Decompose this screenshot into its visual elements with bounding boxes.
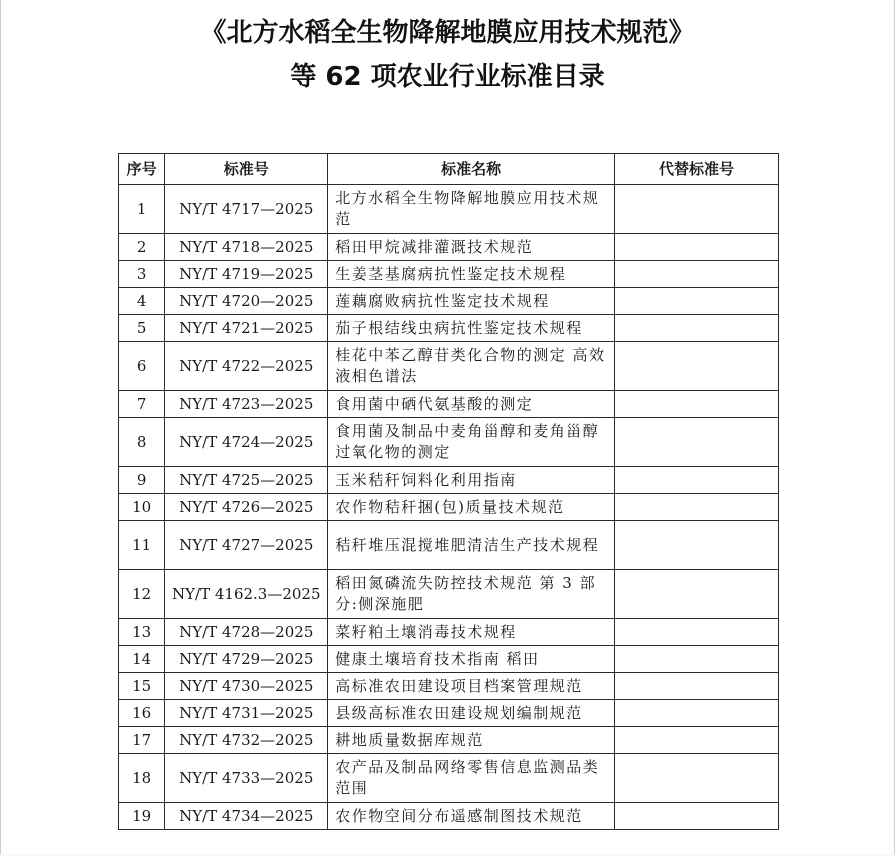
row-replaced-standard — [614, 342, 778, 391]
table-row — [119, 288, 779, 315]
row-serial-number: 15 — [119, 673, 165, 700]
table-row — [119, 727, 779, 754]
row-standard-code: NY/T 4733—2025 — [165, 754, 328, 803]
row-replaced-standard — [614, 288, 778, 315]
row-serial-number: 16 — [119, 700, 165, 727]
row-replaced-standard — [614, 727, 778, 754]
table-row — [119, 521, 779, 570]
row-standard-name: 桂花中苯乙醇苷类化合物的测定 高效液相色谱法 — [328, 342, 615, 391]
row-replaced-standard — [614, 234, 778, 261]
row-standard-code: NY/T 4727—2025 — [165, 521, 328, 570]
row-serial-number: 19 — [119, 803, 165, 830]
row-standard-name: 稻田甲烷减排灌溉技术规范 — [328, 234, 615, 261]
row-serial-number: 12 — [119, 570, 165, 619]
table-row — [119, 185, 779, 234]
row-replaced-standard — [614, 619, 778, 646]
row-serial-number: 8 — [119, 418, 165, 467]
row-standard-name: 健康土壤培育技术指南 稻田 — [328, 646, 615, 673]
row-standard-code: NY/T 4726—2025 — [165, 494, 328, 521]
row-serial-number: 4 — [119, 288, 165, 315]
row-serial-number: 7 — [119, 391, 165, 418]
row-standard-code: NY/T 4721—2025 — [165, 315, 328, 342]
row-standard-name: 秸秆堆压混搅堆肥清洁生产技术规程 — [328, 521, 615, 570]
row-standard-name: 食用菌及制品中麦角甾醇和麦角甾醇过氧化物的测定 — [328, 418, 615, 467]
row-replaced-standard — [614, 570, 778, 619]
row-standard-code: NY/T 4717—2025 — [165, 185, 328, 234]
table-row — [119, 646, 779, 673]
row-standard-code: NY/T 4734—2025 — [165, 803, 328, 830]
header-standard-code: 标准号 — [165, 154, 328, 185]
row-standard-code: NY/T 4731—2025 — [165, 700, 328, 727]
header-serial-number: 序号 — [119, 154, 165, 185]
row-standard-name: 县级高标准农田建设规划编制规范 — [328, 700, 615, 727]
row-replaced-standard — [614, 391, 778, 418]
row-replaced-standard — [614, 646, 778, 673]
row-standard-code: NY/T 4719—2025 — [165, 261, 328, 288]
table-row — [119, 391, 779, 418]
row-replaced-standard — [614, 673, 778, 700]
standards-table — [118, 153, 779, 830]
row-replaced-standard — [614, 494, 778, 521]
table-row — [119, 261, 779, 288]
row-standard-name: 莲藕腐败病抗性鉴定技术规程 — [328, 288, 615, 315]
row-serial-number: 18 — [119, 754, 165, 803]
row-standard-name: 生姜茎基腐病抗性鉴定技术规程 — [328, 261, 615, 288]
row-standard-code: NY/T 4729—2025 — [165, 646, 328, 673]
row-standard-name: 菜籽粕土壤消毒技术规程 — [328, 619, 615, 646]
header-standard-name: 标准名称 — [328, 154, 615, 185]
table-row — [119, 803, 779, 830]
row-standard-code: NY/T 4162.3—2025 — [165, 570, 328, 619]
row-serial-number: 17 — [119, 727, 165, 754]
row-serial-number: 6 — [119, 342, 165, 391]
table-row — [119, 619, 779, 646]
table-row — [119, 234, 779, 261]
row-standard-code: NY/T 4722—2025 — [165, 342, 328, 391]
row-replaced-standard — [614, 803, 778, 830]
row-standard-name: 北方水稻全生物降解地膜应用技术规范 — [328, 185, 615, 234]
row-standard-code: NY/T 4730—2025 — [165, 673, 328, 700]
row-standard-name: 食用菌中硒代氨基酸的测定 — [328, 391, 615, 418]
row-standard-code: NY/T 4720—2025 — [165, 288, 328, 315]
row-serial-number: 1 — [119, 185, 165, 234]
row-replaced-standard — [614, 521, 778, 570]
row-serial-number: 10 — [119, 494, 165, 521]
row-serial-number: 11 — [119, 521, 165, 570]
row-standard-name: 茄子根结线虫病抗性鉴定技术规程 — [328, 315, 615, 342]
row-standard-code: NY/T 4724—2025 — [165, 418, 328, 467]
row-serial-number: 9 — [119, 467, 165, 494]
row-standard-name: 农作物空间分布遥感制图技术规范 — [328, 803, 615, 830]
table-row — [119, 754, 779, 803]
table-row — [119, 494, 779, 521]
row-standard-name: 玉米秸秆饲料化利用指南 — [328, 467, 615, 494]
row-serial-number: 13 — [119, 619, 165, 646]
row-replaced-standard — [614, 185, 778, 234]
row-serial-number: 2 — [119, 234, 165, 261]
row-replaced-standard — [614, 261, 778, 288]
table-row — [119, 418, 779, 467]
row-replaced-standard — [614, 467, 778, 494]
row-replaced-standard — [614, 315, 778, 342]
row-replaced-standard — [614, 700, 778, 727]
row-replaced-standard — [614, 754, 778, 803]
table-row — [119, 700, 779, 727]
row-serial-number: 14 — [119, 646, 165, 673]
row-standard-code: NY/T 4718—2025 — [165, 234, 328, 261]
table-row — [119, 315, 779, 342]
row-standard-name: 农产品及制品网络零售信息监测品类范围 — [328, 754, 615, 803]
row-serial-number: 3 — [119, 261, 165, 288]
row-standard-name: 耕地质量数据库规范 — [328, 727, 615, 754]
table-header-row — [119, 154, 779, 185]
document-title-line-2: 等 62 项农业行业标准目录 — [290, 62, 605, 92]
table-row — [119, 342, 779, 391]
table-row — [119, 467, 779, 494]
document-title-line-1: 《北方水稻全生物降解地膜应用技术规范》 — [200, 18, 695, 48]
row-standard-name: 农作物秸秆捆(包)质量技术规范 — [328, 494, 615, 521]
row-standard-name: 高标准农田建设项目档案管理规范 — [328, 673, 615, 700]
row-standard-code: NY/T 4723—2025 — [165, 391, 328, 418]
row-serial-number: 5 — [119, 315, 165, 342]
row-standard-code: NY/T 4732—2025 — [165, 727, 328, 754]
table-row — [119, 673, 779, 700]
header-replaced-standard: 代替标准号 — [614, 154, 778, 185]
row-standard-name: 稻田氮磷流失防控技术规范 第 3 部分:侧深施肥 — [328, 570, 615, 619]
table-row — [119, 570, 779, 619]
row-standard-code: NY/T 4725—2025 — [165, 467, 328, 494]
row-standard-code: NY/T 4728—2025 — [165, 619, 328, 646]
row-replaced-standard — [614, 418, 778, 467]
